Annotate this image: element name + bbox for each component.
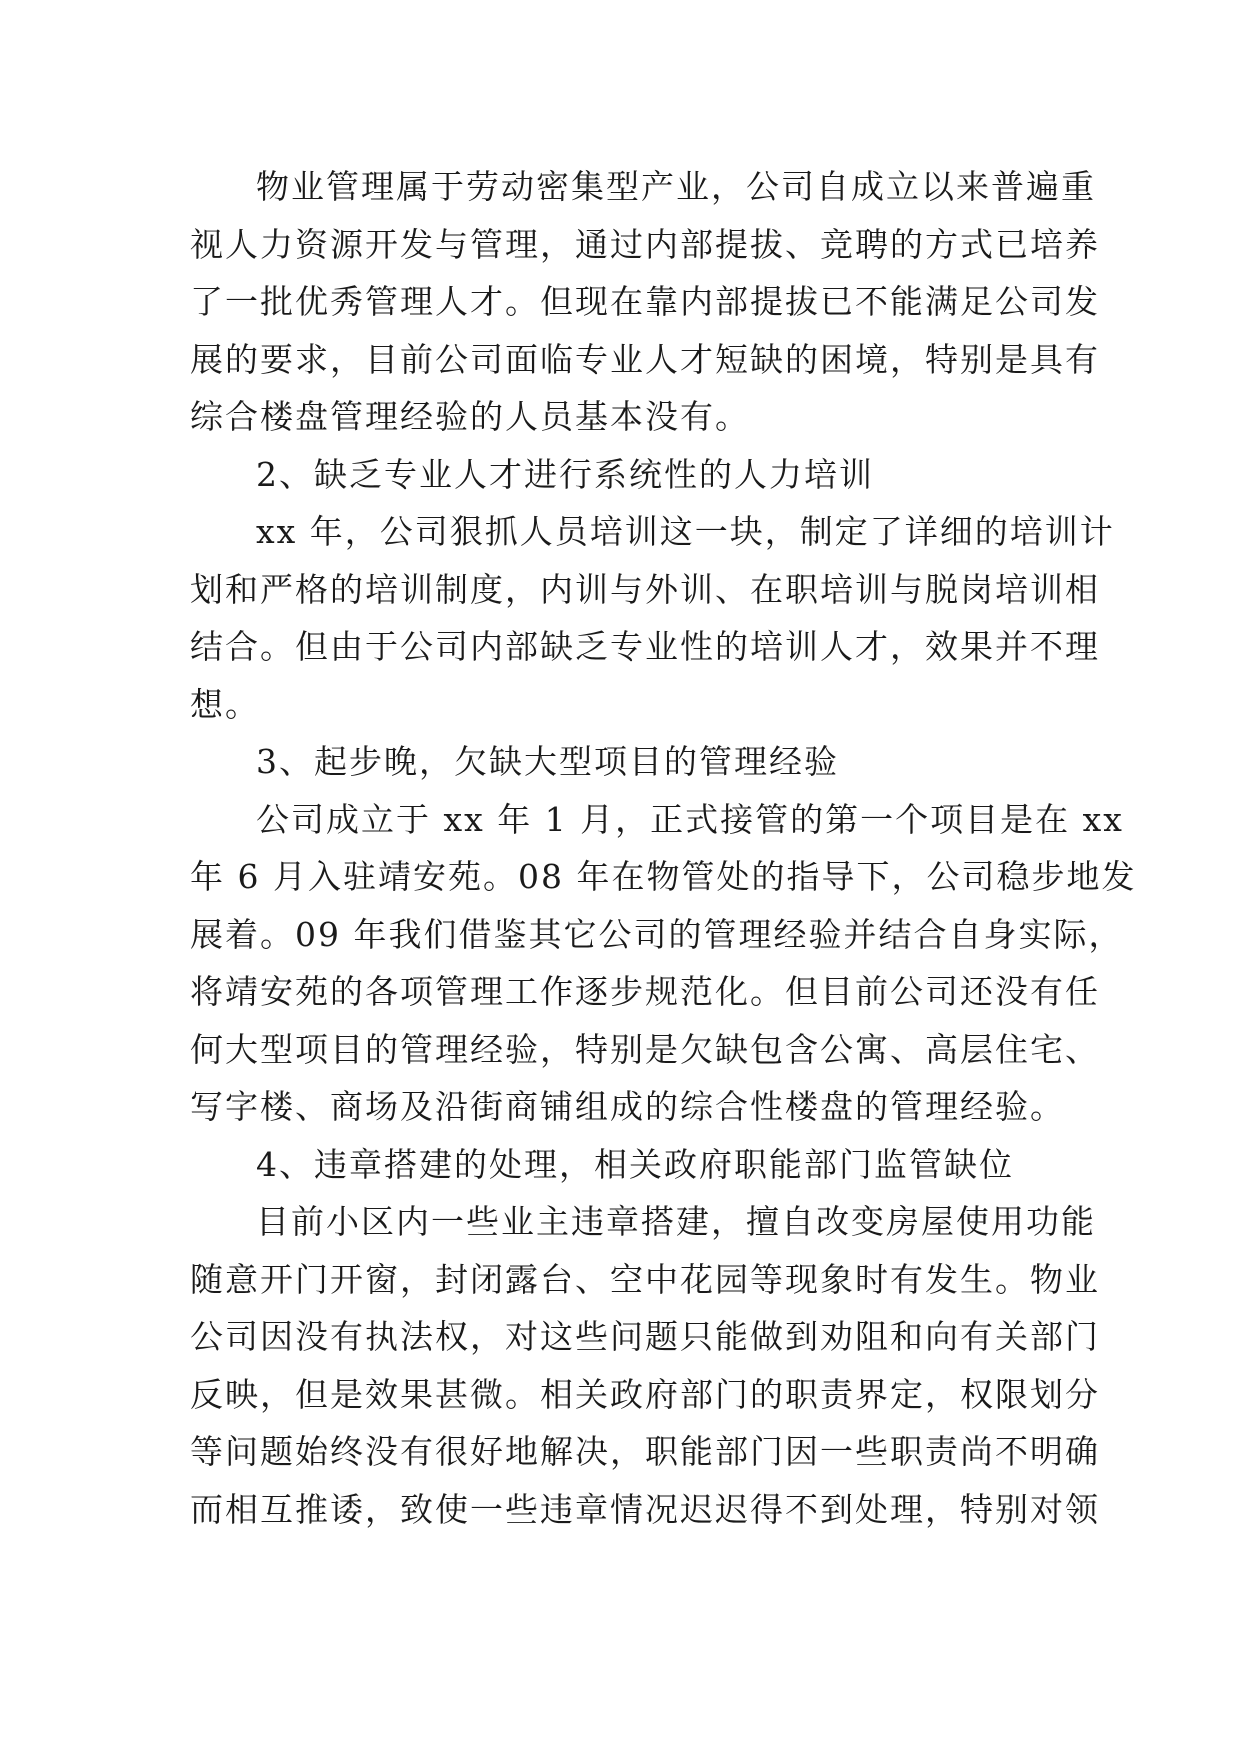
text-line: 公司成立于 xx 年 1 月，正式接管的第一个项目是在 xx — [256, 799, 1124, 839]
text-line: 公司因没有执法权，对这些问题只能做到劝阻和向有关部门 — [190, 1317, 1100, 1356]
text-line: 3、起步晚，欠缺大型项目的管理经验 — [256, 742, 839, 781]
text-line: 而相互推诿，致使一些违章情况迟迟得不到处理，特别对领 — [190, 1489, 1100, 1529]
text-line: 年 6 月入驻靖安苑。08 年在物管处的指导下，公司稳步地发 — [190, 857, 1137, 896]
text-line: 何大型项目的管理经验，特别是欠缺包含公寓、高层住宅、 — [190, 1029, 1100, 1069]
text-line: 4、违章搭建的处理，相关政府职能部门监管缺位 — [256, 1144, 1014, 1184]
text-line: 展着。09 年我们借鉴其它公司的管理经验并结合自身实际， — [190, 914, 1124, 954]
document-body — [190, 158, 1137, 1538]
text-line: 划和严格的培训制度，内训与外训、在职培训与脱岗培训相 — [190, 569, 1100, 609]
text-line: 结合。但由于公司内部缺乏专业性的培训人才，效果并不理 — [190, 627, 1100, 666]
text-line: 了一批优秀管理人才。但现在靠内部提拔已不能满足公司发 — [190, 282, 1100, 321]
text-line: 反映，但是效果甚微。相关政府部门的职责界定，权限划分 — [190, 1374, 1100, 1414]
text-line: 写字楼、商场及沿街商铺组成的综合性楼盘的管理经验。 — [190, 1087, 1065, 1126]
text-line: 展的要求，目前公司面临专业人才短缺的困境，特别是具有 — [190, 339, 1100, 379]
text-line: 随意开门开窗，封闭露台、空中花园等现象时有发生。物业 — [190, 1259, 1100, 1299]
text-line: xx 年，公司狠抓人员培训这一块，制定了详细的培训计 — [256, 512, 1115, 551]
text-line: 综合楼盘管理经验的人员基本没有。 — [190, 397, 750, 436]
text-line: 视人力资源开发与管理，通过内部提拔、竞聘的方式已培养 — [190, 224, 1100, 264]
text-line: 目前小区内一些业主违章搭建，擅自改变房屋使用功能 — [256, 1202, 1096, 1241]
text-line: 将靖安苑的各项管理工作逐步规范化。但目前公司还没有任 — [190, 972, 1100, 1011]
text-line: 物业管理属于劳动密集型产业，公司自成立以来普遍重 — [256, 167, 1096, 206]
text-line: 2、缺乏专业人才进行系统性的人力培训 — [256, 454, 874, 494]
text-line: 等问题始终没有很好地解决，职能部门因一些职责尚不明确 — [190, 1432, 1100, 1471]
text-line: 想。 — [190, 684, 260, 724]
